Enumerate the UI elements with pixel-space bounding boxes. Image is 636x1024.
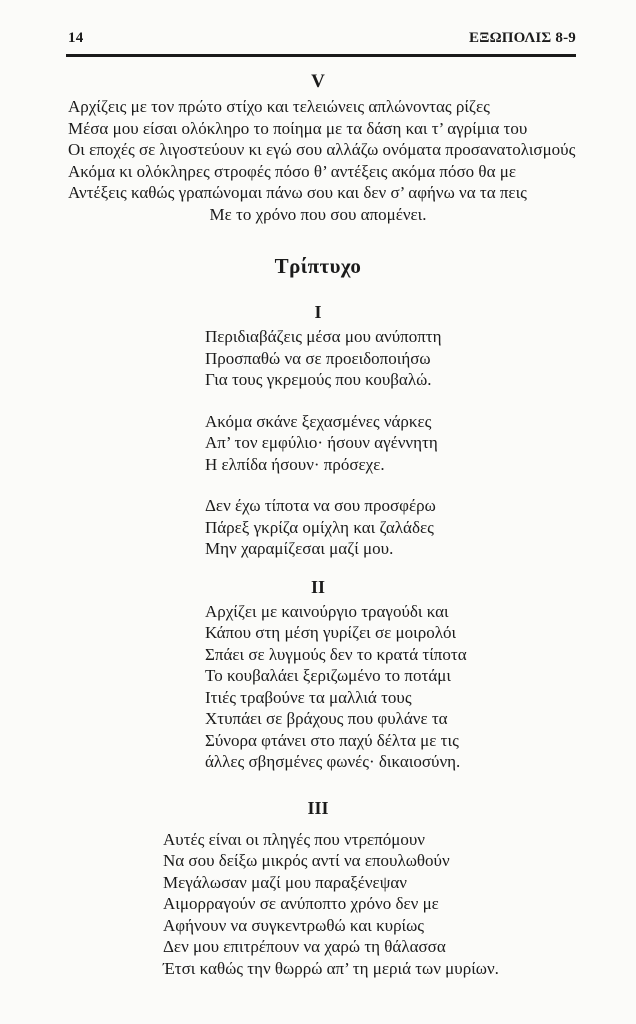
section-numeral-i: I bbox=[314, 302, 322, 322]
poem-line: Για τους γκρεμούς που κουβαλώ. bbox=[205, 370, 432, 389]
stanza bbox=[205, 326, 636, 391]
poem-v-numeral: V bbox=[311, 71, 325, 92]
poem-line: Αντέξεις καθώς γραπώνομαι πάνω σου και δεν σ’ αφήνω να τα πεις bbox=[68, 183, 527, 202]
poem-line: Δεν μου επιτρέπουν να χαρώ τη θάλασσα bbox=[163, 937, 446, 956]
stanza bbox=[163, 829, 636, 980]
poem-title: Τρίπτυχο bbox=[274, 254, 362, 278]
poem-line: Οι εποχές σε λιγοστεύουν κι εγώ σου αλλάζω ονόματα προσανατολισμούς bbox=[68, 140, 576, 159]
poem-line: Έτσι καθώς την θωρρώ απ’ τη μεριά των μυρίων. bbox=[163, 958, 499, 978]
poem-line: Δεν έχω τίποτα να σου προσφέρω bbox=[205, 496, 436, 515]
poem-line: Απ’ τον εμφύλιο· ήσουν αγέννητη bbox=[205, 433, 438, 452]
page-header bbox=[0, 0, 636, 47]
poem-line: Να σου δείξω μικρός αντί να επουλωθούν bbox=[163, 851, 450, 870]
poem-v-body bbox=[68, 96, 636, 204]
stanza bbox=[205, 411, 636, 476]
poem-line: Αυτές είναι οι πληγές που ντρεπόμουν bbox=[163, 829, 425, 849]
poem-v-closing-line: Με το χρόνο που σου απομένει. bbox=[209, 204, 427, 224]
poem-line: Αρχίζεις με τον πρώτο στίχο και τελειώνεις απλώνοντας ρίζες bbox=[68, 97, 490, 116]
stanza bbox=[205, 495, 636, 560]
poem-line: Πάρεξ γκρίζα ομίχλη και ζαλάδες bbox=[205, 517, 434, 537]
header-rule bbox=[66, 54, 576, 57]
poem-line: Σπάει σε λυγμούς δεν το κρατά τίποτα bbox=[205, 644, 467, 664]
poem-line: Μέσα μου είσαι ολόκληρο το ποίημα με τα δάση και τ’ αγρίμια του bbox=[68, 118, 528, 138]
page-number: 14 bbox=[68, 30, 84, 46]
poem-line: Μεγάλωσαν μαζί μου παραξένεψαν bbox=[163, 872, 407, 892]
stanza bbox=[205, 601, 636, 773]
poem-line: Το κουβαλάει ξεριζωμένο το ποτάμι bbox=[205, 666, 451, 685]
section-numeral-iii: III bbox=[307, 797, 329, 818]
poem-line: Ιτιές τραβούνε τα μαλλιά τους bbox=[205, 687, 412, 707]
poem-line: Η ελπίδα ήσουν· πρόσεχε. bbox=[205, 454, 385, 474]
poem-line: Χτυπάει σε βράχους που φυλάνε τα bbox=[205, 709, 448, 728]
poem-line: Προσπαθώ να σε προειδοποιήσω bbox=[205, 348, 431, 368]
poem-line: Κάπου στη μέση γυρίζει σε μοιρολόι bbox=[205, 623, 457, 642]
poem-line: Αιμορραγούν σε ανύποπτο χρόνο δεν με bbox=[163, 894, 439, 913]
poem-line: Μην χαραμίζεσαι μαζί μου. bbox=[205, 539, 394, 558]
section-numeral-ii: II bbox=[310, 576, 325, 597]
poem-line: Σύνορα φτάνει στο παχύ δέλτα με τις bbox=[205, 730, 459, 750]
journal-title: ΕΞΩΠΟΛΙΣ 8-9 bbox=[469, 30, 576, 46]
poem-line: Περιδιαβάζεις μέσα μου ανύποπτη bbox=[205, 327, 442, 346]
poem-line: Ακόμα σκάνε ξεχασμένες νάρκες bbox=[205, 411, 432, 431]
poem-line: Αρχίζει με καινούργιο τραγούδι και bbox=[205, 601, 449, 621]
poem-line: άλλες σβησμένες φωνές· δικαιοσύνη. bbox=[205, 752, 461, 771]
poem-line: Αφήνουν να συγκεντρωθώ και κυρίως bbox=[163, 915, 425, 935]
poem-line: Ακόμα κι ολόκληρες στροφές πόσο θ’ αντέξεις ακόμα πόσο θα με bbox=[68, 161, 516, 181]
